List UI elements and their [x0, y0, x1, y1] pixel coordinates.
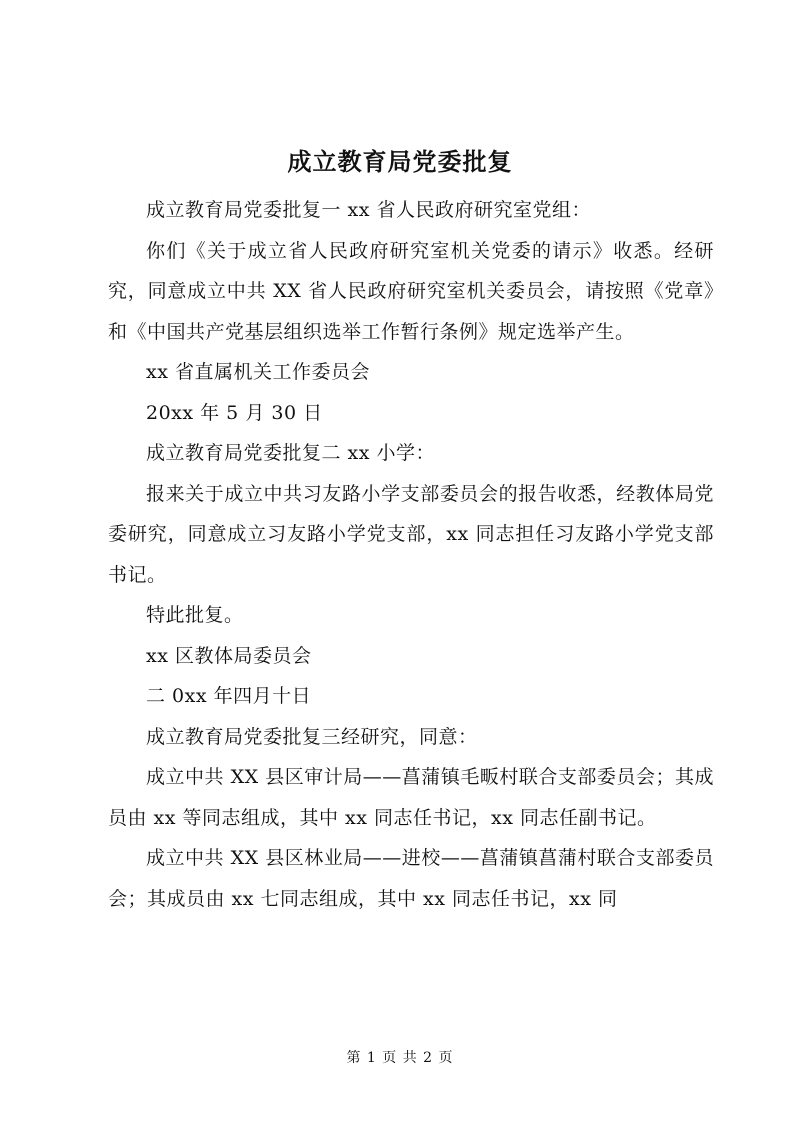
paragraph: xx 省直属机关工作委员会 — [146, 361, 370, 383]
paragraph: 20xx 年 5 月 30 日 — [146, 401, 323, 424]
paragraph: 成立教育局党委批复二 xx 小学： — [146, 442, 436, 464]
paragraph: xx 区教体局委员会 — [146, 644, 312, 667]
paragraph: 报来关于成立中共习友路小学支部委员会的报告收悉，经教体局党委研究，同意成立习友路小学党支部，xx 同志担任习友路小学党支部书记。 — [108, 482, 714, 586]
paragraph: 成立中共 XX 县区审计局——菖蒲镇毛畈村联合支部委员会；其成员由 xx 等同志组成，其中 xx 同志任书记，xx 同志任副书记。 — [108, 766, 714, 829]
paragraph: 成立中共 XX 县区林业局——进校——菖蒲镇菖蒲村联合支部委员会；其成员由 xx 七同志组成，其中 xx 同志任书记，xx 同 — [108, 847, 714, 910]
document-body — [108, 190, 714, 919]
paragraph: 你们《关于成立省人民政府研究室机关党委的请示》收悉。经研究，同意成立中共 XX 省人民政府研究室机关委员会，请按照《党章》和《中国共产党基层组织选举工作暂行条例》规定选举产生。 — [108, 239, 714, 343]
document-title: 成立教育局党委批复 — [287, 147, 513, 176]
paragraph: 二 0xx 年四月十日 — [146, 685, 312, 707]
page-footer: 第 1 页 共 2 页 — [346, 1050, 454, 1066]
paragraph: 成立教育局党委批复三经研究，同意： — [146, 725, 478, 748]
paragraph: 特此批复。 — [146, 604, 244, 626]
paragraph: 成立教育局党委批复一 xx 省人民政府研究室党组： — [146, 199, 592, 221]
